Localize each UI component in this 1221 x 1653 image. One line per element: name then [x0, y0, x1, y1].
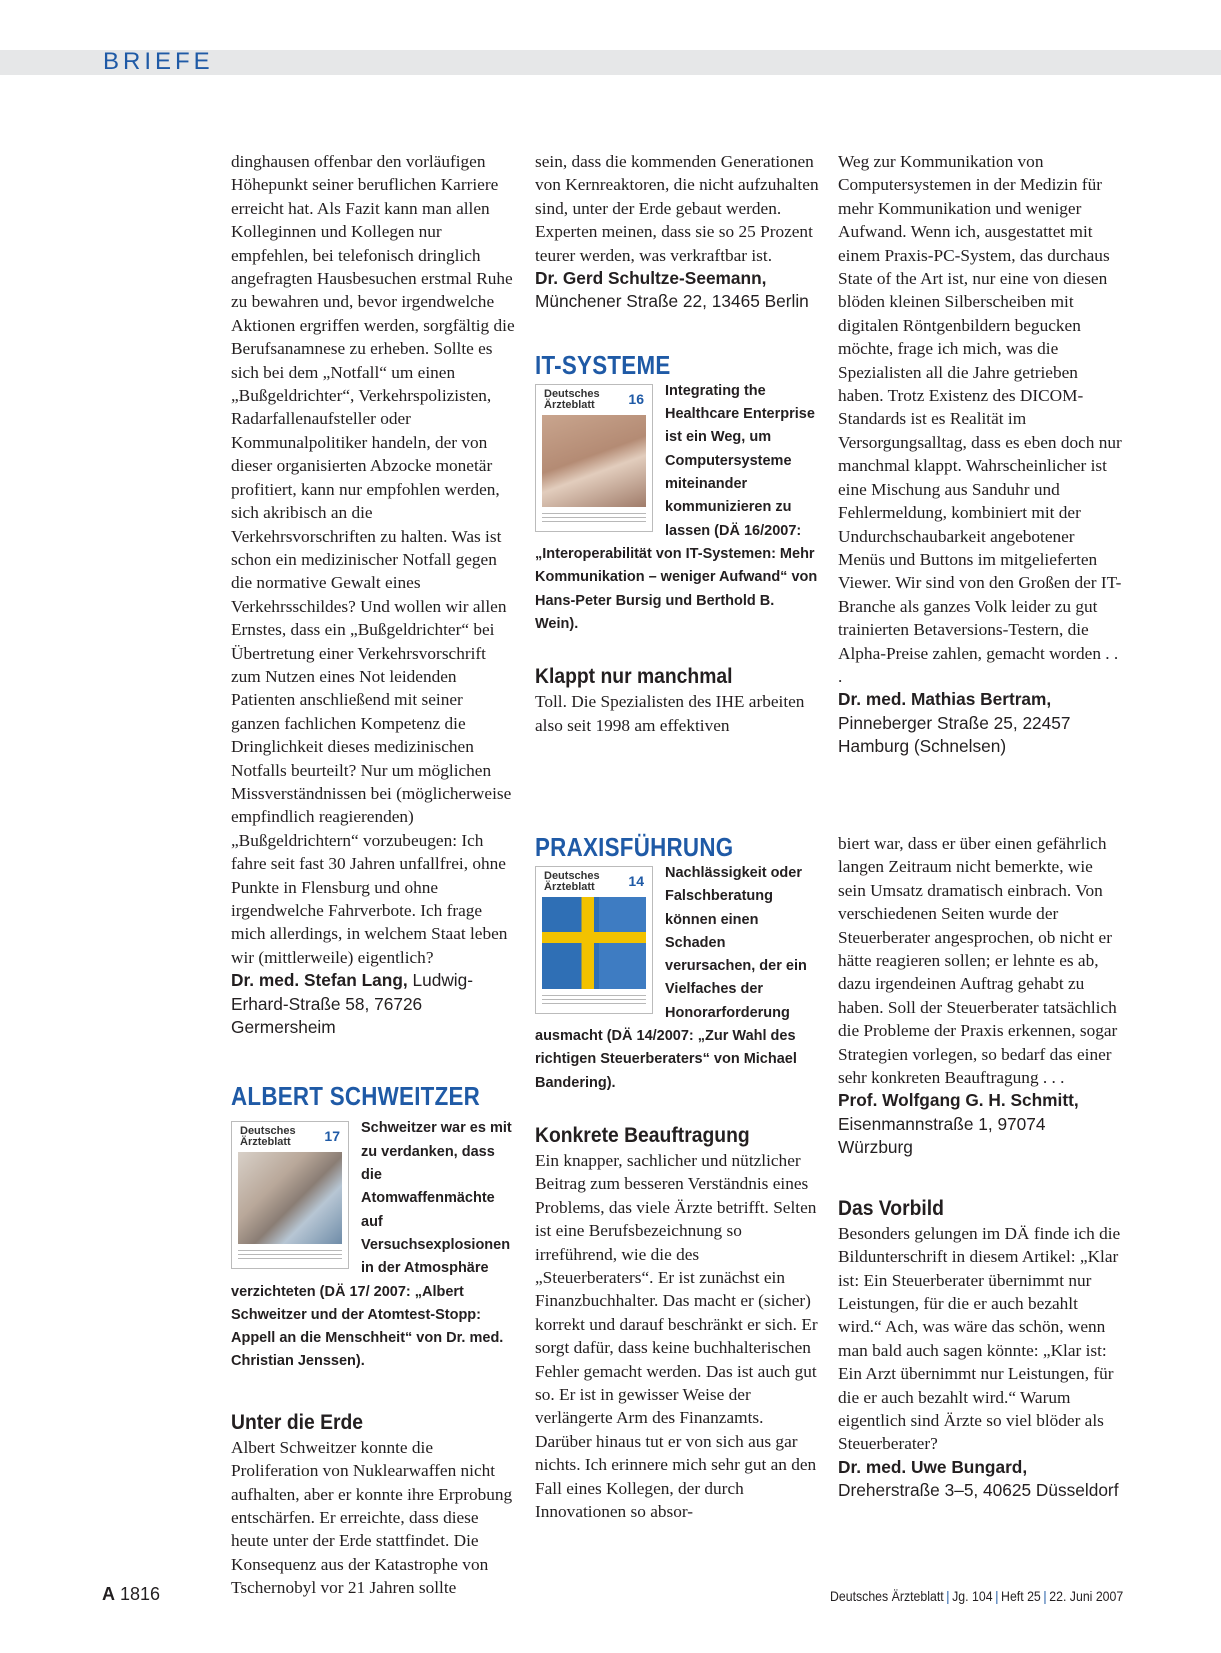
separator: |: [1043, 1588, 1047, 1604]
letter-text: Toll. Die Spezialisten des IHE arbeiten also seit 1998 am effektiven: [535, 692, 805, 735]
letter-text: sein, dass die kommenden Generationen von Kernreaktoren, die nicht aufzuhalten sind, unter der Erde gebaut werden. Experten meinen, dass sie so 25 Prozent teurer werden, was verkraftbar ist.: [535, 152, 819, 265]
author-name: Dr. med. Stefan Lang,: [231, 970, 408, 991]
separator: |: [994, 1588, 999, 1604]
article-intro: Schweitzer war es mit zu verdanken, dass die Atomwaffenmächte auf Versuchsexplosionen in der Atmosphäre verzichteten (DÄ 17/ 2007: „Albert Schweitzer und der Atomtest-Stopp: Appell an die Menschheit“ von Dr. med. Christian Jenssen).: [231, 1120, 512, 1370]
cover-image: [542, 415, 646, 507]
author-name: Dr. med. Uwe Bungard,: [838, 1456, 1028, 1477]
cover-footer: [542, 995, 646, 1007]
article-reference: [535, 380, 819, 636]
letter-text: Besonders gelungen im DÄ finde ich die Bildunterschrift in diesem Artikel: „Klar ist: Ein Steuerberater übernimmt nur Leistungen, für die er auch bezahlt wird.“ Ach, was wäre das schön, wenn man bald auch sagen könnte: „Klar ist: Ein Arzt übernimmt nur Leistungen, für die er auch bezahlt wird.“ Warum eigentlich sind Ärzte so viel blöder als Steuerberater?: [838, 1223, 1121, 1454]
section-heading: PRAXISFÜHRUNG: [535, 832, 734, 862]
letter-signature: [838, 1089, 1122, 1159]
column-3: [838, 150, 1122, 759]
article-reference: [535, 862, 819, 1095]
author-address: Pinneberger Straße 25, 22457 Hamburg (Schnelsen): [838, 712, 1071, 757]
section-heading: IT-SYSTEME: [535, 349, 671, 380]
letter-text: Ein knapper, sachlicher und nützlicher Beitrag zum besseren Verständnis eines Problems, das viele Ärzte betrifft. Selten ist eine Berufsbezeichnung so irreführend, wie die des „Steuerberaters“. Er ist zunächst ein Finanzbuchhalter. Das macht er (sicher) korrekt und darauf beschränkt er sich. Er sorgt dafür, dass keine buchhalterischen Fehler gemacht werden. Das ist auch gut so. Er ist in gewisser Weise der verlängerte Arm des Finanzamts. Darüber hinaus tut er von sich aus gar nichts. Ich erinnere mich sehr gut an den Fall eines Kollegen, der durch Innovationen so absor-: [535, 1150, 818, 1522]
magazine-cover-thumbnail: [535, 384, 653, 532]
cover-footer: [542, 513, 646, 525]
letter-heading: Das Vorbild: [838, 1196, 944, 1220]
column-3-lower: [838, 832, 1122, 1503]
volume: Jg. 104: [951, 1588, 993, 1604]
column-2: [535, 150, 819, 737]
author-name: Dr. med. Mathias Bertram,: [838, 689, 1052, 710]
letter-heading: Unter die Erde: [231, 1410, 364, 1434]
separator: |: [946, 1588, 950, 1604]
author-address: Ludwig-Erhard-Straße 58, 76726 Germersheim: [231, 970, 474, 1038]
magazine-cover-thumbnail: [231, 1121, 349, 1269]
issue-date: 22. Juni 2007: [1049, 1588, 1123, 1604]
article-intro: Nachlässigkeit oder Falschberatung können einen Schaden verursachen, der ein Vielfaches der Honorarforderung ausmacht (DÄ 14/2007: „Zur Wahl des richtigen Steuerberaters“ von Michael Bandering).: [535, 865, 807, 1091]
author-name: Dr. Gerd Schultze-Seemann,: [535, 268, 767, 289]
cover-issue: 14: [628, 873, 644, 889]
page-number-value: 1816: [120, 1584, 161, 1604]
cover-title: Deutsches Ärzteblatt: [544, 387, 600, 411]
letter-signature: [838, 1456, 1122, 1503]
author-address: Dreherstraße 3–5, 40625 Düsseldorf: [838, 1480, 1119, 1501]
page-number: [102, 1584, 160, 1605]
cover-issue: 16: [628, 390, 644, 407]
cover-image: [542, 897, 646, 989]
magazine-cover-thumbnail: [535, 866, 653, 1014]
cover-footer: [238, 1250, 342, 1262]
author-address: Münchener Straße 22, 13465 Berlin: [535, 291, 809, 312]
letter-text: biert war, dass er über einen gefährlich langen Zeitraum nicht bemerkte, wie sein Umsatz dramatisch einbrach. Von verschiedenen Seiten wurde der Steuerberater angesprochen, ob nicht er hätte reagieren sollen; er lehnte es ab, dazu irgendeinen Auftrag gehabt zu haben. Soll der Steuerberater tatsächlich die Probleme der Praxis erkennen, sogar Strategien vorlegen, so bedarf das einer sehr konkreten Beauftragung . . .: [838, 834, 1118, 1088]
cover-title: Deutsches Ärzteblatt: [240, 1125, 296, 1149]
letter-signature: [838, 688, 1122, 758]
author-address: Eisenmannstraße 1, 97074 Würzburg: [838, 1113, 1046, 1158]
journal-name: Deutsches Ärzteblatt: [829, 1588, 944, 1604]
letter-heading: Klappt nur manchmal: [535, 665, 733, 689]
author-name: Prof. Wolfgang G. H. Schmitt,: [838, 1090, 1079, 1111]
cover-image: [238, 1152, 342, 1244]
page-prefix: A: [102, 1584, 115, 1604]
cover-issue: 17: [324, 1128, 340, 1145]
column-1: [231, 150, 515, 1600]
letter-text: Albert Schweitzer konnte die Proliferation von Nuklearwaffen nicht aufhalten, aber er konnte ihre Erprobung entschärfen. Er erreichte, dass diese heute unter der Erde stattfindet. Die Konsequenz aus der Katastrophe von Tschernobyl vor 21 Jahren sollte: [231, 1437, 513, 1598]
section-heading: ALBERT SCHWEITZER: [231, 1081, 481, 1112]
letter-text: dinghausen offenbar den vorläufigen Höhepunkt seiner beruflichen Karriere erreicht hat. Als Fazit kann man allen Kolleginnen und Kollegen nur empfehlen, bei telefonisch dringlich angefragten Hausbesuchen erstmal Ruhe zu bewahren und, bevor irgendwelche Aktionen ergriffen werden, sorgfältig die Berufsanamnese zu erheben. Sollte es sich bei dem „Notfall“ um einen „Bußgeldrichter“, Verkehrspolizisten, Radarfallenaufsteller oder Kommunalpolitiker handeln, der von dieser organisierten Abzocke monetär profitiert, kann nur empfohlen werden, sich akribisch an die Verkehrsvorschriften zu halten. Was ist schon ein medizinischer Notfall gegen die normative Gewalt eines Verkehrsschildes? Und wollen wir allen Ernstes, dass ein „Bußgeldrichter“ bei Übertretung einer Verkehrsvorschrift zum Nutzen eines Not leidenden Patienten anschließend mit seiner ganzen fachlichen Kompetenz die Dringlichkeit dieses medizinischen Notfalls beurteilt? Nur um möglichen Missverständnissen bei (möglicherweise empfindlich reagierenden) „Bußgeldrichtern“ vorzubeugen: Ich fahre seit fast 30 Jahren unfallfrei, ohne Punkte in Flensburg und ohne irgendwelche Fahrverbote. Ich frage mich allerdings, in welchem Staat leben wir (mittlerweile) eigentlich?: [231, 152, 515, 967]
publication-info: [830, 1588, 1123, 1604]
cover-title: Deutsches Ärzteblatt: [544, 870, 600, 893]
letter-text: Weg zur Kommunikation von Computersystemen in der Medizin für mehr Kommunikation und weniger Aufwand. Wenn ich, ausgestattet mit einem Praxis-PC-System, das durchaus State of the Art ist, nur eine von diesen blöden kleinen Silberscheiben mit digitalen Röntgenbildern begucken möchte, frage ich mich, was die Spezialisten all die Jahre getrieben haben. Trotz Existenz des DICOM-Standards ist es Realität im Versorgungsalltag, dass es eben doch nur manchmal klappt. Wahrscheinlicher ist eine Mischung aus Sanduhr und Fehlermeldung, kombiniert mit der Undurchschaubarkeit angebotener Menüs und Buttons im mitgelieferten Viewer. Wir sind von den Großen der IT-Branche als ganzes Volk leider zu gut trainierten Betaversions-Testern, die Alpha-Preise zahlen, gemacht worden . . .: [838, 152, 1122, 686]
article-intro: Integrating the Healthcare Enterprise ist ein Weg, um Computersysteme miteinander kommunizieren zu lassen (DÄ 16/2007: „Interoperabilität von IT-Systemen: Mehr Kommunikation – weniger Aufwand“ von Hans-Peter Bursig und Berthold B. Wein).: [535, 382, 818, 632]
letter-signature: [231, 969, 515, 1039]
issue: Heft 25: [1000, 1588, 1041, 1604]
letter-signature: [535, 267, 819, 314]
article-reference: [231, 1117, 515, 1373]
column-2-lower: [535, 832, 819, 1523]
section-title: BRIEFE: [103, 48, 214, 75]
letter-heading: Konkrete Beauftragung: [535, 1123, 750, 1147]
